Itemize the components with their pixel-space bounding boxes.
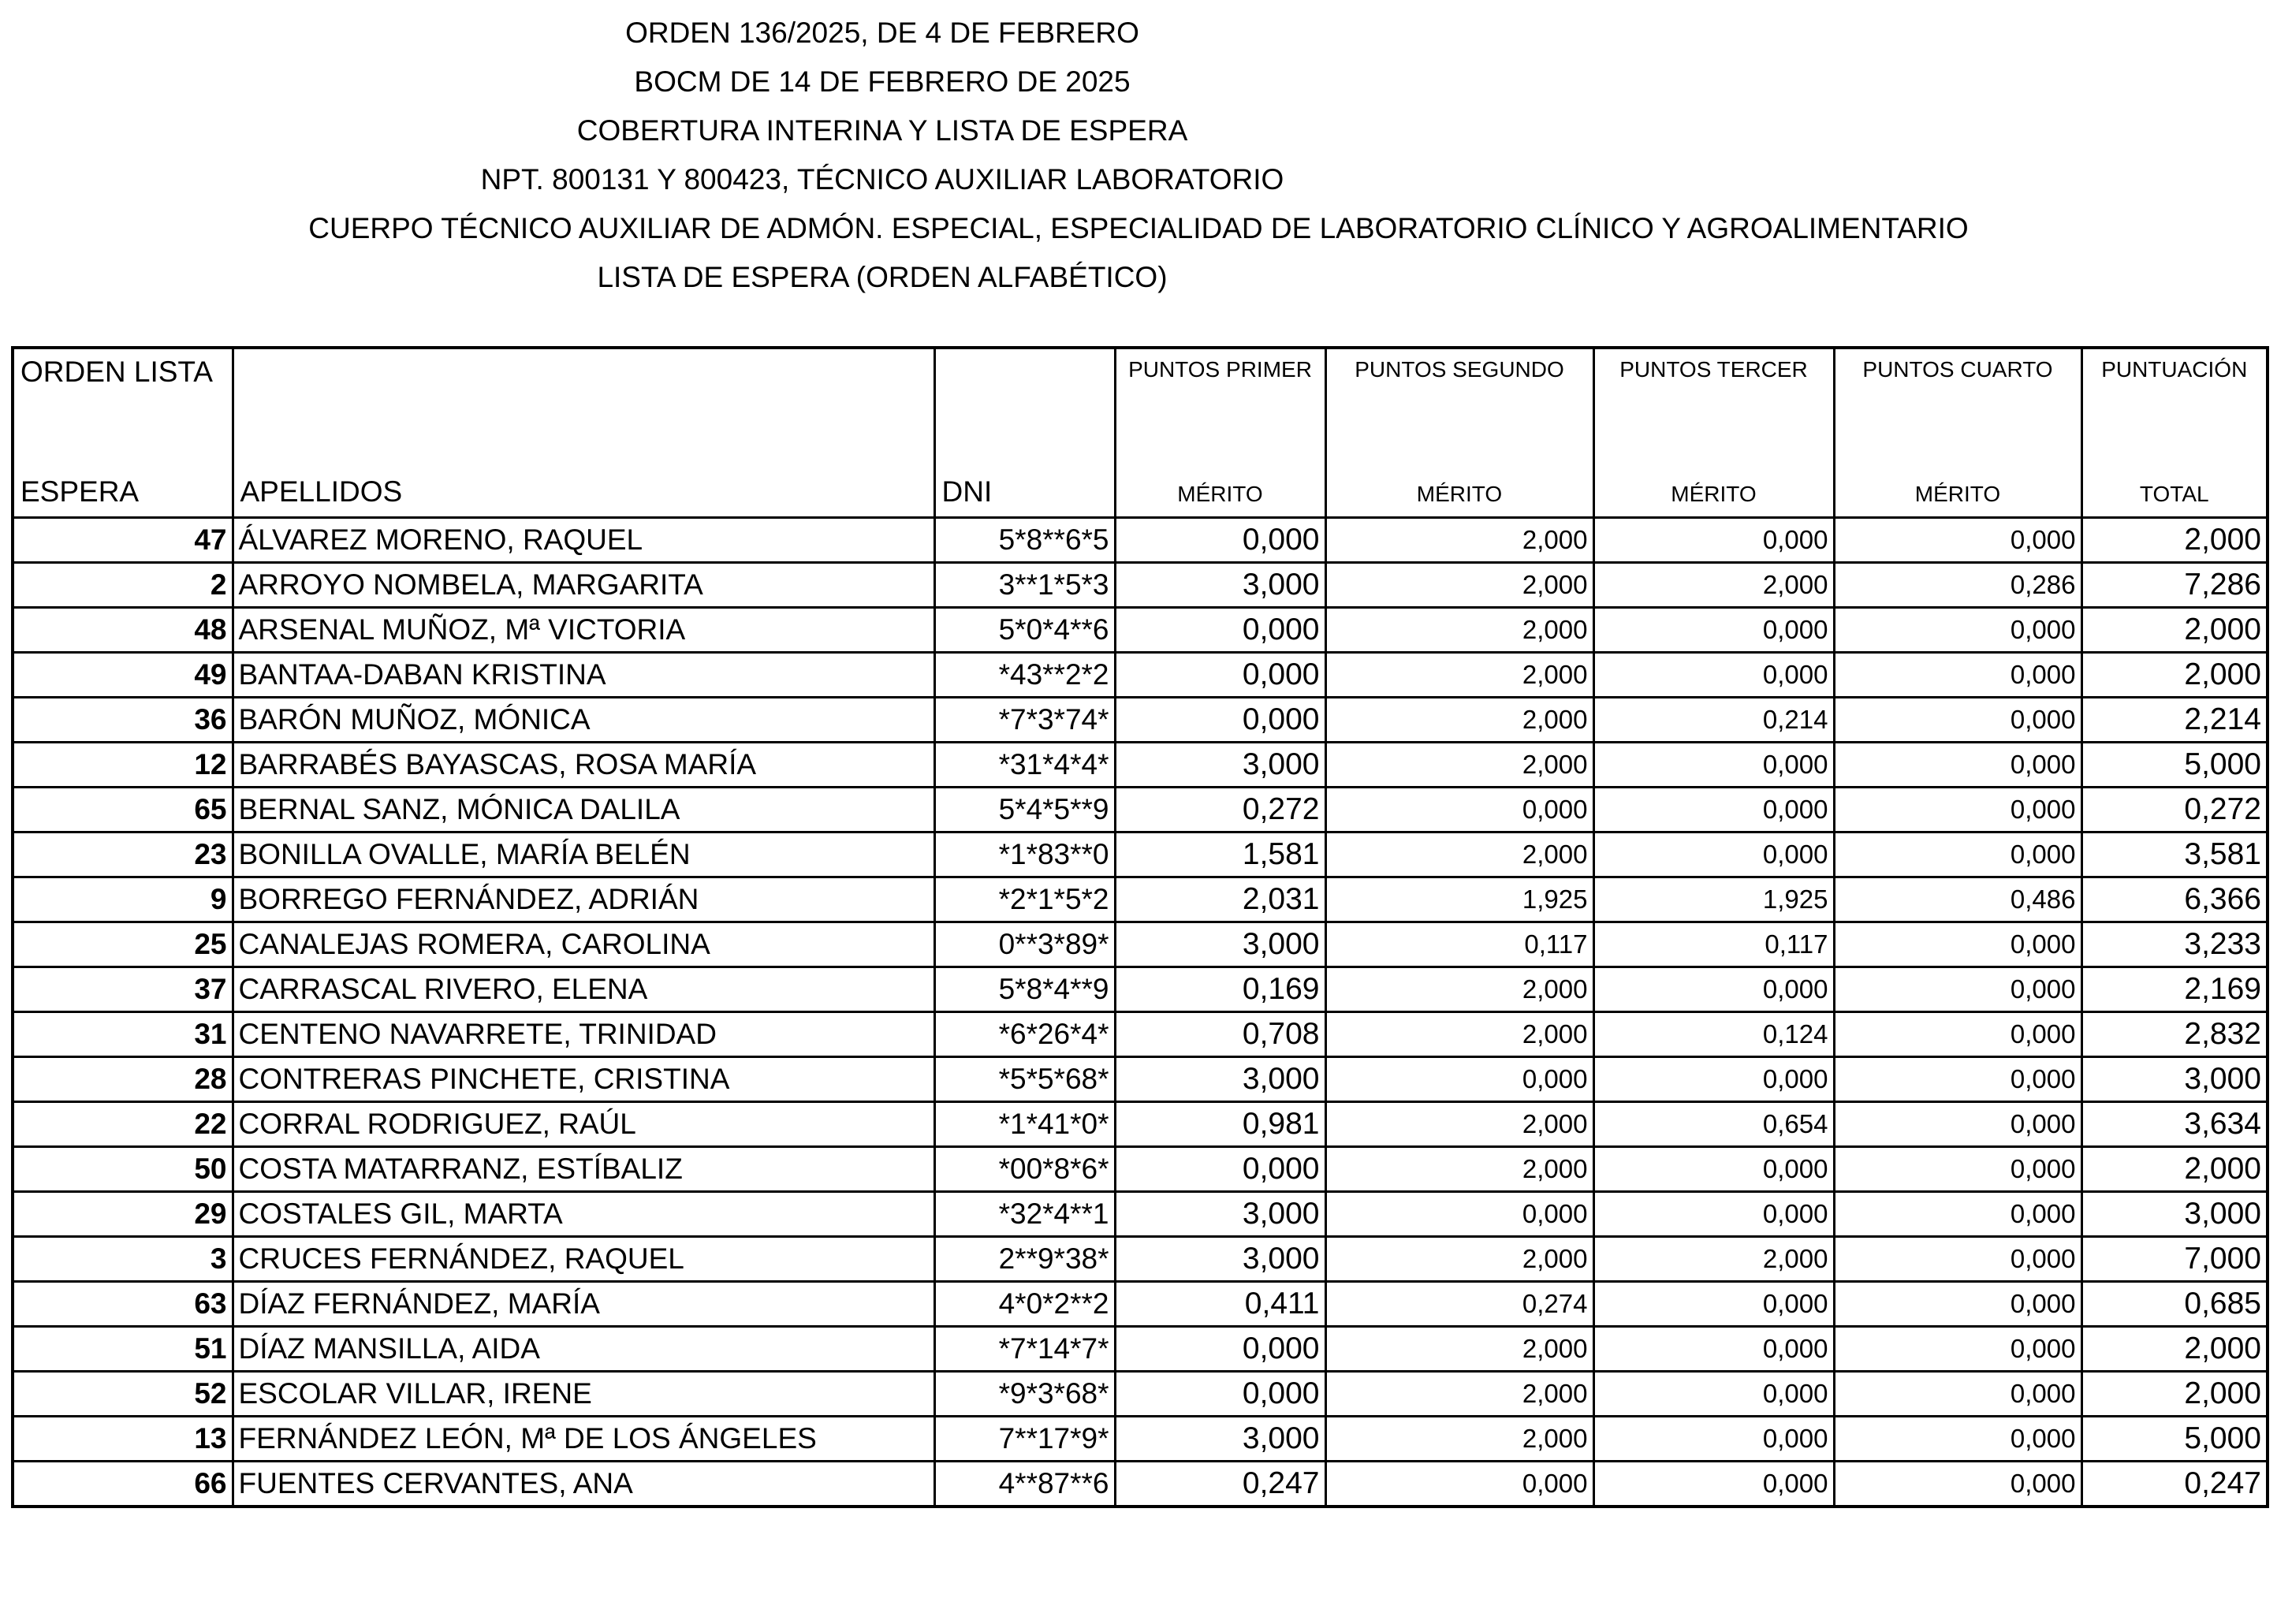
cell-apellidos: BONILLA OVALLE, MARÍA BELÉN xyxy=(233,832,934,877)
cell-p4: 0,000 xyxy=(1834,698,2081,743)
cell-apellidos: DÍAZ FERNÁNDEZ, MARÍA xyxy=(233,1282,934,1327)
cell-p3: 0,124 xyxy=(1593,1012,1834,1057)
cell-p1: 0,272 xyxy=(1115,788,1325,832)
cell-apellidos: CARRASCAL RIVERO, ELENA xyxy=(233,967,934,1012)
cell-p1: 3,000 xyxy=(1115,922,1325,967)
cell-p2: 2,000 xyxy=(1325,1012,1593,1057)
table-row xyxy=(13,698,2268,743)
cell-p3: 0,000 xyxy=(1593,1372,1834,1417)
cell-orden: 49 xyxy=(13,653,233,698)
cell-p4: 0,000 xyxy=(1834,1282,2081,1327)
cell-p3: 2,000 xyxy=(1593,563,1834,608)
table-row xyxy=(13,1282,2268,1327)
cell-p2: 2,000 xyxy=(1325,1327,1593,1372)
table-row xyxy=(13,743,2268,788)
column-header-orden xyxy=(13,348,233,518)
cell-p2: 2,000 xyxy=(1325,743,1593,788)
cell-dni: *32*4**1 xyxy=(934,1192,1115,1237)
table-header-row xyxy=(13,348,2268,518)
cell-p4: 0,486 xyxy=(1834,877,2081,922)
cell-dni: 7**17*9* xyxy=(934,1417,1115,1462)
table-row xyxy=(13,1462,2268,1507)
cell-p1: 3,000 xyxy=(1115,563,1325,608)
waiting-list-table xyxy=(11,346,2269,1508)
table-row xyxy=(13,608,2268,653)
cell-total: 2,169 xyxy=(2081,967,2268,1012)
header-list-line: LISTA DE ESPERA (ORDEN ALFABÉTICO) xyxy=(597,261,1168,293)
table-body xyxy=(13,518,2268,1507)
cell-p4: 0,000 xyxy=(1834,1462,2081,1507)
cell-total: 3,634 xyxy=(2081,1102,2268,1147)
cell-dni: 4*0*2**2 xyxy=(934,1282,1115,1327)
cell-orden: 3 xyxy=(13,1237,233,1282)
cell-p4: 0,000 xyxy=(1834,1192,2081,1237)
column-header-p4-top: PUNTOS CUARTO xyxy=(1862,357,2053,382)
cell-p3: 0,000 xyxy=(1593,653,1834,698)
cell-p4: 0,000 xyxy=(1834,922,2081,967)
table-row xyxy=(13,788,2268,832)
cell-dni: *5*5*68* xyxy=(934,1057,1115,1102)
cell-p2: 2,000 xyxy=(1325,653,1593,698)
cell-orden: 29 xyxy=(13,1192,233,1237)
cell-p3: 0,000 xyxy=(1593,832,1834,877)
cell-total: 2,000 xyxy=(2081,1372,2268,1417)
cell-p1: 0,981 xyxy=(1115,1102,1325,1147)
cell-p2: 2,000 xyxy=(1325,563,1593,608)
cell-p4: 0,000 xyxy=(1834,1327,2081,1372)
header-npt-line: NPT. 800131 Y 800423, TÉCNICO AUXILIAR LABORATORIO xyxy=(480,163,1284,196)
cell-dni: 5*8**6*5 xyxy=(934,518,1115,563)
cell-apellidos: BORREGO FERNÁNDEZ, ADRIÁN xyxy=(233,877,934,922)
table-row xyxy=(13,1372,2268,1417)
column-header-p1 xyxy=(1115,348,1325,518)
cell-total: 5,000 xyxy=(2081,743,2268,788)
cell-total: 2,000 xyxy=(2081,608,2268,653)
cell-orden: 50 xyxy=(13,1147,233,1192)
cell-dni: 0**3*89* xyxy=(934,922,1115,967)
cell-p2: 2,000 xyxy=(1325,518,1593,563)
cell-total: 2,832 xyxy=(2081,1012,2268,1057)
cell-orden: 13 xyxy=(13,1417,233,1462)
column-header-p3-top: PUNTOS TERCER xyxy=(1619,357,1808,382)
cell-p1: 0,000 xyxy=(1115,1327,1325,1372)
cell-apellidos: COSTALES GIL, MARTA xyxy=(233,1192,934,1237)
cell-dni: *1*83**0 xyxy=(934,832,1115,877)
header-bocm-line: BOCM DE 14 DE FEBRERO DE 2025 xyxy=(634,65,1131,98)
cell-total: 3,233 xyxy=(2081,922,2268,967)
cell-dni: 5*8*4**9 xyxy=(934,967,1115,1012)
cell-p2: 2,000 xyxy=(1325,1102,1593,1147)
cell-orden: 23 xyxy=(13,832,233,877)
cell-p1: 0,000 xyxy=(1115,1147,1325,1192)
cell-p1: 3,000 xyxy=(1115,1057,1325,1102)
header-order-line: ORDEN 136/2025, DE 4 DE FEBRERO xyxy=(625,17,1139,49)
cell-total: 6,366 xyxy=(2081,877,2268,922)
column-header-apellidos-label: APELLIDOS xyxy=(240,475,403,508)
cell-p2: 0,000 xyxy=(1325,1192,1593,1237)
table-row xyxy=(13,1102,2268,1147)
cell-p2: 2,000 xyxy=(1325,1417,1593,1462)
cell-apellidos: ARROYO NOMBELA, MARGARITA xyxy=(233,563,934,608)
cell-p1: 0,247 xyxy=(1115,1462,1325,1507)
cell-p4: 0,000 xyxy=(1834,1102,2081,1147)
cell-p2: 1,925 xyxy=(1325,877,1593,922)
cell-p3: 0,000 xyxy=(1593,1057,1834,1102)
cell-total: 2,000 xyxy=(2081,1327,2268,1372)
cell-p3: 0,000 xyxy=(1593,1327,1834,1372)
cell-p1: 3,000 xyxy=(1115,1237,1325,1282)
column-header-p1-bottom: MÉRITO xyxy=(1177,482,1263,506)
table-row xyxy=(13,1192,2268,1237)
cell-orden: 37 xyxy=(13,967,233,1012)
cell-apellidos: CENTENO NAVARRETE, TRINIDAD xyxy=(233,1012,934,1057)
cell-p4: 0,000 xyxy=(1834,1057,2081,1102)
cell-p4: 0,286 xyxy=(1834,563,2081,608)
cell-total: 2,000 xyxy=(2081,1147,2268,1192)
column-header-orden-bottom: ESPERA xyxy=(20,475,140,508)
column-header-p4-bottom: MÉRITO xyxy=(1914,482,2001,506)
cell-p1: 3,000 xyxy=(1115,1192,1325,1237)
cell-p3: 1,925 xyxy=(1593,877,1834,922)
cell-p3: 2,000 xyxy=(1593,1237,1834,1282)
cell-p3: 0,654 xyxy=(1593,1102,1834,1147)
cell-p4: 0,000 xyxy=(1834,518,2081,563)
cell-total: 0,247 xyxy=(2081,1462,2268,1507)
column-header-p4 xyxy=(1834,348,2081,518)
cell-total: 0,272 xyxy=(2081,788,2268,832)
cell-orden: 36 xyxy=(13,698,233,743)
cell-total: 2,214 xyxy=(2081,698,2268,743)
cell-apellidos: CONTRERAS PINCHETE, CRISTINA xyxy=(233,1057,934,1102)
cell-p2: 0,000 xyxy=(1325,1057,1593,1102)
cell-p2: 2,000 xyxy=(1325,1147,1593,1192)
column-header-p2-bottom: MÉRITO xyxy=(1416,482,1503,506)
table-row xyxy=(13,1237,2268,1282)
cell-total: 3,000 xyxy=(2081,1057,2268,1102)
cell-apellidos: CRUCES FERNÁNDEZ, RAQUEL xyxy=(233,1237,934,1282)
column-header-p2-top: PUNTOS SEGUNDO xyxy=(1355,357,1564,382)
column-header-dni xyxy=(934,348,1115,518)
cell-p4: 0,000 xyxy=(1834,1417,2081,1462)
cell-apellidos: FUENTES CERVANTES, ANA xyxy=(233,1462,934,1507)
cell-p4: 0,000 xyxy=(1834,1012,2081,1057)
cell-dni: 5*0*4**6 xyxy=(934,608,1115,653)
cell-orden: 9 xyxy=(13,877,233,922)
cell-p2: 0,000 xyxy=(1325,1462,1593,1507)
cell-p1: 0,708 xyxy=(1115,1012,1325,1057)
cell-p2: 2,000 xyxy=(1325,832,1593,877)
cell-orden: 31 xyxy=(13,1012,233,1057)
cell-orden: 22 xyxy=(13,1102,233,1147)
cell-dni: *1*41*0* xyxy=(934,1102,1115,1147)
cell-p1: 0,000 xyxy=(1115,698,1325,743)
cell-orden: 66 xyxy=(13,1462,233,1507)
cell-orden: 47 xyxy=(13,518,233,563)
table-row xyxy=(13,1012,2268,1057)
cell-total: 0,685 xyxy=(2081,1282,2268,1327)
cell-orden: 51 xyxy=(13,1327,233,1372)
cell-p3: 0,000 xyxy=(1593,1147,1834,1192)
table-row xyxy=(13,1417,2268,1462)
cell-apellidos: DÍAZ MANSILLA, AIDA xyxy=(233,1327,934,1372)
cell-p1: 3,000 xyxy=(1115,1417,1325,1462)
cell-apellidos: BARRABÉS BAYASCAS, ROSA MARÍA xyxy=(233,743,934,788)
cell-p3: 0,000 xyxy=(1593,1417,1834,1462)
cell-p3: 0,000 xyxy=(1593,608,1834,653)
cell-p3: 0,117 xyxy=(1593,922,1834,967)
cell-p2: 2,000 xyxy=(1325,698,1593,743)
table-row xyxy=(13,563,2268,608)
cell-total: 2,000 xyxy=(2081,653,2268,698)
cell-dni: 4**87**6 xyxy=(934,1462,1115,1507)
cell-p3: 0,000 xyxy=(1593,1192,1834,1237)
cell-p3: 0,000 xyxy=(1593,1462,1834,1507)
cell-dni: 2**9*38* xyxy=(934,1237,1115,1282)
table-row xyxy=(13,518,2268,563)
cell-p2: 0,000 xyxy=(1325,788,1593,832)
cell-dni: *00*8*6* xyxy=(934,1147,1115,1192)
column-header-total-top: PUNTUACIÓN xyxy=(2101,357,2248,382)
cell-dni: *2*1*5*2 xyxy=(934,877,1115,922)
cell-p1: 0,169 xyxy=(1115,967,1325,1012)
cell-p3: 0,000 xyxy=(1593,518,1834,563)
cell-p1: 0,000 xyxy=(1115,608,1325,653)
column-header-total xyxy=(2081,348,2268,518)
cell-p4: 0,000 xyxy=(1834,832,2081,877)
cell-p3: 0,000 xyxy=(1593,743,1834,788)
cell-p2: 2,000 xyxy=(1325,1372,1593,1417)
cell-dni: *6*26*4* xyxy=(934,1012,1115,1057)
cell-p2: 0,117 xyxy=(1325,922,1593,967)
cell-p1: 0,000 xyxy=(1115,518,1325,563)
header-coverage-line: COBERTURA INTERINA Y LISTA DE ESPERA xyxy=(576,114,1188,147)
cell-apellidos: BERNAL SANZ, MÓNICA DALILA xyxy=(233,788,934,832)
table-row xyxy=(13,1057,2268,1102)
column-header-p3 xyxy=(1593,348,1834,518)
cell-p3: 0,214 xyxy=(1593,698,1834,743)
cell-total: 3,000 xyxy=(2081,1192,2268,1237)
cell-p3: 0,000 xyxy=(1593,1282,1834,1327)
cell-p4: 0,000 xyxy=(1834,1372,2081,1417)
cell-p4: 0,000 xyxy=(1834,743,2081,788)
cell-p1: 1,581 xyxy=(1115,832,1325,877)
cell-apellidos: BARÓN MUÑOZ, MÓNICA xyxy=(233,698,934,743)
cell-p1: 0,000 xyxy=(1115,1372,1325,1417)
cell-orden: 2 xyxy=(13,563,233,608)
cell-p4: 0,000 xyxy=(1834,608,2081,653)
cell-apellidos: COSTA MATARRANZ, ESTÍBALIZ xyxy=(233,1147,934,1192)
cell-orden: 12 xyxy=(13,743,233,788)
cell-apellidos: CANALEJAS ROMERA, CAROLINA xyxy=(233,922,934,967)
cell-orden: 48 xyxy=(13,608,233,653)
table-row xyxy=(13,653,2268,698)
cell-p3: 0,000 xyxy=(1593,788,1834,832)
table-row xyxy=(13,1147,2268,1192)
cell-total: 3,581 xyxy=(2081,832,2268,877)
table-row xyxy=(13,967,2268,1012)
column-header-total-bottom: TOTAL xyxy=(2139,482,2209,506)
cell-dni: *7*3*74* xyxy=(934,698,1115,743)
cell-p1: 0,411 xyxy=(1115,1282,1325,1327)
cell-p1: 0,000 xyxy=(1115,653,1325,698)
cell-orden: 63 xyxy=(13,1282,233,1327)
cell-p2: 2,000 xyxy=(1325,1237,1593,1282)
table-row xyxy=(13,877,2268,922)
column-header-orden-top: ORDEN LISTA xyxy=(20,356,213,388)
cell-orden: 25 xyxy=(13,922,233,967)
cell-total: 7,000 xyxy=(2081,1237,2268,1282)
column-header-dni-label: DNI xyxy=(941,475,993,508)
cell-p2: 2,000 xyxy=(1325,967,1593,1012)
table-row xyxy=(13,922,2268,967)
cell-apellidos: FERNÁNDEZ LEÓN, Mª DE LOS ÁNGELES xyxy=(233,1417,934,1462)
cell-p3: 0,000 xyxy=(1593,967,1834,1012)
cell-orden: 52 xyxy=(13,1372,233,1417)
cell-apellidos: ESCOLAR VILLAR, IRENE xyxy=(233,1372,934,1417)
cell-orden: 65 xyxy=(13,788,233,832)
cell-dni: 5*4*5**9 xyxy=(934,788,1115,832)
cell-p2: 2,000 xyxy=(1325,608,1593,653)
cell-p2: 0,274 xyxy=(1325,1282,1593,1327)
cell-apellidos: BANTAA-DABAN KRISTINA xyxy=(233,653,934,698)
cell-total: 7,286 xyxy=(2081,563,2268,608)
column-header-p1-top: PUNTOS PRIMER xyxy=(1128,357,1312,382)
cell-total: 2,000 xyxy=(2081,518,2268,563)
cell-p1: 3,000 xyxy=(1115,743,1325,788)
cell-p4: 0,000 xyxy=(1834,1237,2081,1282)
cell-p4: 0,000 xyxy=(1834,788,2081,832)
cell-p4: 0,000 xyxy=(1834,1147,2081,1192)
cell-dni: 3**1*5*3 xyxy=(934,563,1115,608)
cell-apellidos: CORRAL RODRIGUEZ, RAÚL xyxy=(233,1102,934,1147)
column-header-p3-bottom: MÉRITO xyxy=(1671,482,1757,506)
cell-apellidos: ÁLVAREZ MORENO, RAQUEL xyxy=(233,518,934,563)
column-header-apellidos xyxy=(233,348,934,518)
cell-apellidos: ARSENAL MUÑOZ, Mª VICTORIA xyxy=(233,608,934,653)
cell-p4: 0,000 xyxy=(1834,967,2081,1012)
cell-dni: *31*4*4* xyxy=(934,743,1115,788)
cell-p4: 0,000 xyxy=(1834,653,2081,698)
column-header-p2 xyxy=(1325,348,1593,518)
cell-orden: 28 xyxy=(13,1057,233,1102)
cell-dni: *9*3*68* xyxy=(934,1372,1115,1417)
cell-dni: *43**2*2 xyxy=(934,653,1115,698)
table-row xyxy=(13,1327,2268,1372)
cell-total: 5,000 xyxy=(2081,1417,2268,1462)
cell-p1: 2,031 xyxy=(1115,877,1325,922)
cell-dni: *7*14*7* xyxy=(934,1327,1115,1372)
header-corps-line: CUERPO TÉCNICO AUXILIAR DE ADMÓN. ESPECIAL, ESPECIALIDAD DE LABORATORIO CLÍNICO Y AGROALIMENTARIO xyxy=(308,212,1969,244)
table-row xyxy=(13,832,2268,877)
